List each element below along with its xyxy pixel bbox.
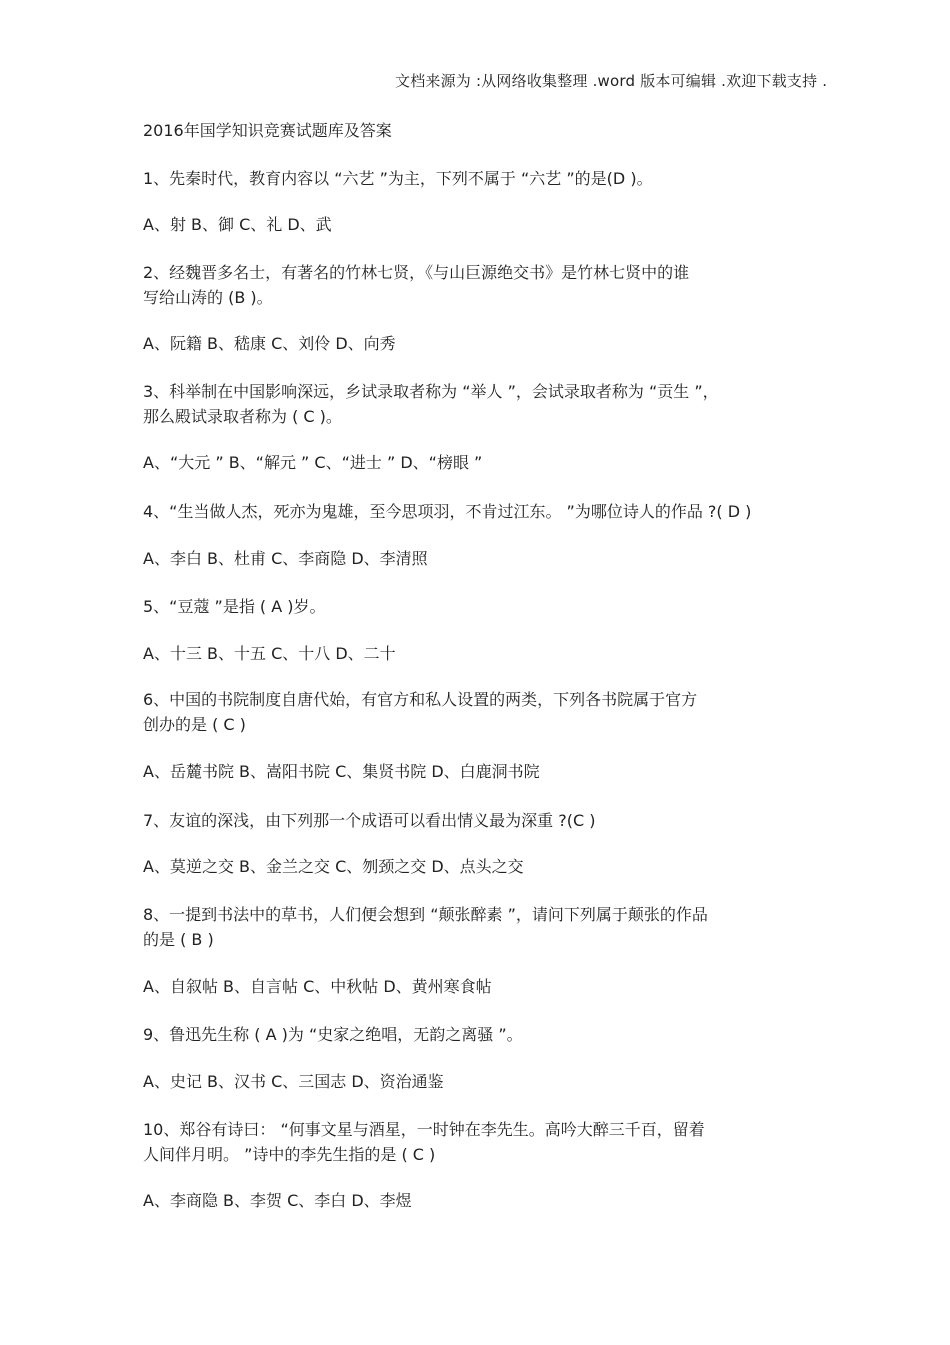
question-2 [143,260,823,310]
question-9 [143,1022,823,1047]
question-text: 创办的是 ( C ) [143,715,246,734]
question-text: 人间伴月明。 ”诗中的李先生指的是 ( C ) [143,1145,436,1164]
question-text: 8、一提到书法中的草书，人们便会想到 “颠张醉素 ”，请问下列属于颠张的作品 [143,905,708,924]
question-text: 4、“生当做人杰，死亦为鬼雄，至今思项羽，不肯过江东。 ”为哪位诗人的作品 ?( D ) [143,502,752,521]
question-3 [143,379,823,429]
options-8 [143,974,823,999]
question-text: 6、中国的书院制度自唐代始，有官方和私人设置的两类，下列各书院属于官方 [143,690,698,709]
options-text: A、“大元 ” B、“解元 ” C、“进士 ” D、“榜眼 ” [143,453,483,472]
options-text: A、十三 B、十五 C、十八 D、二十 [143,644,396,663]
question-6 [143,687,823,737]
options-text: A、莫逆之交 B、金兰之交 C、刎颈之交 D、点头之交 [143,857,524,876]
options-text: A、自叙帖 B、自言帖 C、中秋帖 D、黄州寒食帖 [143,977,492,996]
options-text: A、李商隐 B、李贺 C、李白 D、李煜 [143,1191,412,1210]
question-text: 写给山涛的 (B )。 [143,288,273,307]
question-text: 那么殿试录取者称为 ( C )。 [143,407,342,426]
options-7 [143,854,823,879]
question-text: 5、“豆蔻 ”是指 ( A )岁。 [143,597,326,616]
options-2 [143,331,823,356]
options-5 [143,641,823,666]
question-1 [143,166,823,191]
question-text: 的是 ( B ) [143,930,214,949]
header-note: 文档来源为 :从网络收集整理 .word 版本可编辑 .欢迎下载支持 . [395,72,828,90]
question-text: 3、科举制在中国影响深远，乡试录取者称为 “举人 ”，会试录取者称为 “贡生 ”， [143,382,719,401]
options-10 [143,1188,823,1213]
document-title: 2016年国学知识竞赛试题库及答案 [143,121,392,140]
options-text: A、岳麓书院 B、嵩阳书院 C、集贤书院 D、白鹿洞书院 [143,762,540,781]
options-1 [143,212,823,237]
options-6 [143,759,823,784]
question-8 [143,902,823,952]
question-text: 7、友谊的深浅，由下列那一个成语可以看出情义最为深重 ?(C ) [143,811,596,830]
question-5 [143,594,823,619]
options-text: A、射 B、御 C、礼 D、武 [143,215,332,234]
options-4 [143,546,823,571]
question-4 [143,499,823,524]
question-text: 2、经魏晋多名士，有著名的竹林七贤，《与山巨源绝交书》是竹林七贤中的谁 [143,263,690,282]
question-text: 1、先秦时代，教育内容以 “六艺 ”为主，下列不属于 “六艺 ”的是(D )。 [143,169,653,188]
question-text: 10、郑谷有诗曰： “何事文星与酒星，一时钟在李先生。高吟大醉三千百，留着 [143,1120,705,1139]
question-7 [143,808,823,833]
question-text: 9、鲁迅先生称 ( A )为 “史家之绝唱，无韵之离骚 ”。 [143,1025,523,1044]
question-10 [143,1117,823,1167]
options-text: A、李白 B、杜甫 C、李商隐 D、李清照 [143,549,428,568]
options-text: A、史记 B、汉书 C、三国志 D、资治通鉴 [143,1072,444,1091]
options-text: A、阮籍 B、嵇康 C、刘伶 D、向秀 [143,334,396,353]
options-3 [143,450,823,475]
options-9 [143,1069,823,1094]
